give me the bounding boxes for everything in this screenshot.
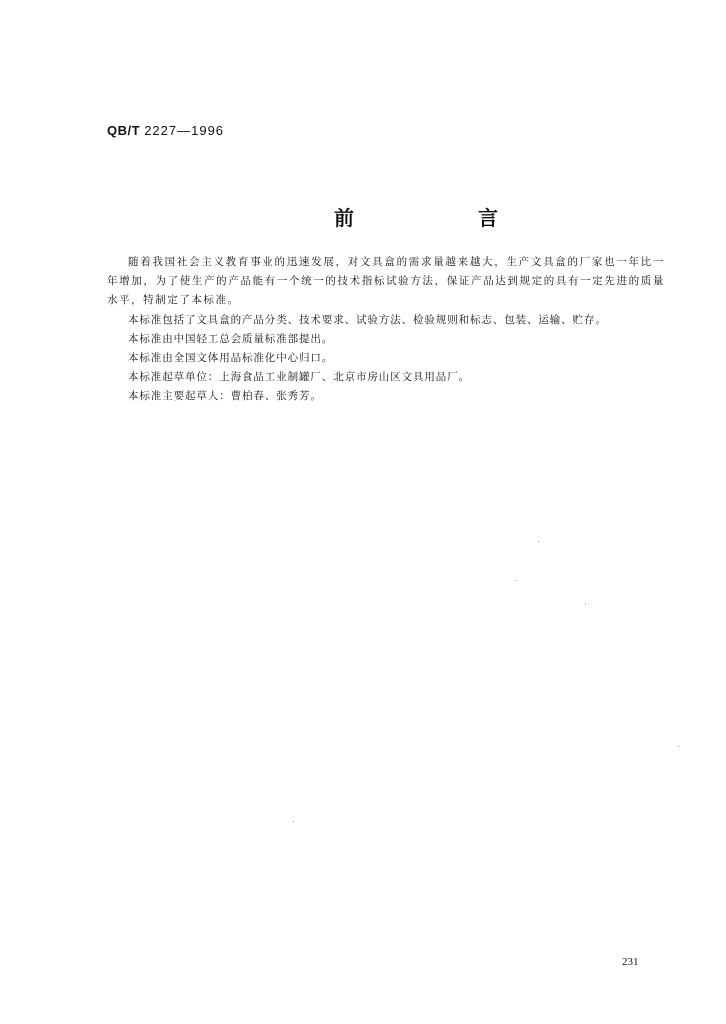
foreword-body: [107, 253, 665, 407]
paragraph-proposer: 本标准由中国轻工总会质量标准部提出。: [128, 332, 334, 345]
standard-prefix: QB/T: [107, 123, 141, 138]
paragraph-centralizing-unit: 本标准由全国文体用品标准化中心归口。: [128, 352, 334, 365]
page-number: 231: [622, 956, 639, 968]
scan-speck: [516, 580, 517, 581]
scan-speck: [585, 603, 586, 604]
paragraph-intro: 随着我国社会主义教育事业的迅速发展，对文具盒的需求量越来越大，生产文具盒的厂家也一年比一年增加，为了使生产的产品能有一个统一的技术指标试验方法，保证产品达到规定的具有一定先进的质量水平，特制定了本标准。: [107, 256, 665, 307]
paragraph-drafting-units: 本标准起草单位：上海食品工业制罐厂、北京市房山区文具用品厂。: [128, 371, 470, 384]
scan-speck: [678, 746, 679, 747]
section-title: 前 言: [334, 206, 550, 230]
paragraph-drafters: 本标准主要起草人：曹柏春、张秀芳。: [128, 390, 322, 403]
standard-number: 2227—1996: [144, 123, 225, 138]
paragraph-scope: 本标准包括了文具盒的产品分类、技术要求、试验方法、检验规则和标志、包装、运输、贮存。: [128, 313, 607, 326]
standard-code: [107, 123, 224, 138]
scan-speck: [538, 541, 539, 542]
scan-speck: [293, 821, 294, 822]
